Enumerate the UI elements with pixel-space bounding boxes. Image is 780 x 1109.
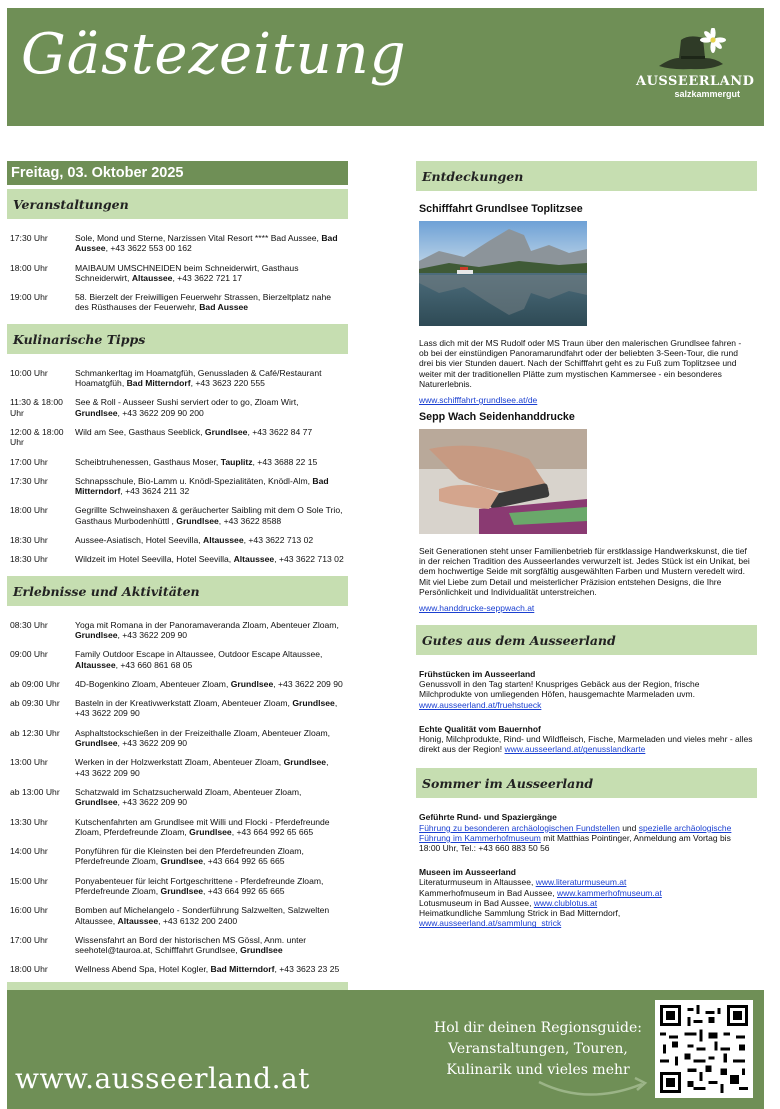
event-desc: Schnapsschule, Bio-Lamm u. Knödl-Spezialitäten, Knödl-Alm, Bad Mitterndorf, +43 3624 211 32 (75, 475, 329, 497)
erlebnisse-list (7, 606, 348, 975)
event-time: 18:00 Uhr (10, 505, 48, 516)
footer-banner (7, 990, 764, 1109)
event-desc: Werken in der Holzwerkstatt Zloam, Abenteuer Zloam, Grundlsee, +43 3622 209 90 (75, 757, 329, 778)
logo-sub: salzkammergut (674, 89, 740, 99)
event-row (7, 397, 348, 418)
event-time: 15:00 Uhr (10, 875, 48, 886)
archaeology-link[interactable]: Führung zu besonderen archäologischen Fundstellen (419, 822, 620, 833)
footer-guide-text: Hol dir deinen Regionsguide: Veranstaltungen, Touren, Kulinarik und vieles mehr (434, 1020, 642, 1078)
genusslandkarte-link[interactable]: www.ausseerland.at/genusslandkarte (504, 744, 646, 755)
event-desc: Wild am See, Gasthaus Seeblick, Grundlsee, +43 3622 84 77 (75, 426, 313, 437)
event-time: 14:00 Uhr (10, 846, 48, 857)
event-desc: Schatzwald im Schatzsucherwald Zloam, Abenteuer Zloam, Grundlsee, +43 3622 209 90 (75, 786, 302, 808)
literaturmuseum-link[interactable]: www.literaturmuseum.at (535, 877, 627, 888)
event-row (7, 457, 348, 467)
ausseerland-logo[interactable] (636, 28, 755, 108)
event-desc: Kutschenfahrten am Grundlsee mit Willi und Flocki - Pferdefreunde Zloam, Pferdefreunde Zloam, Grundlsee, +43 664 992 65 665 (75, 816, 330, 837)
event-row (7, 535, 348, 545)
date-bar: Freitag, 03. Oktober 2025 (7, 161, 348, 185)
event-row (7, 964, 348, 974)
event-desc: Sole, Mond und Sterne, Narzissen Vital Resort **** Bad Aussee, Bad Aussee, +43 3622 553 00 162 (75, 233, 338, 254)
event-row (7, 292, 348, 313)
section-gutes: Gutes aus dem Ausseerland (416, 625, 757, 655)
event-row (7, 728, 348, 749)
hat-edelweiss-icon (651, 28, 731, 78)
page-title: Gästezeitung (21, 22, 407, 87)
arrow-icon (537, 1070, 652, 1100)
qr-code-icon (660, 1005, 748, 1093)
event-time: 13:00 Uhr (10, 757, 48, 768)
sommer-item: Museen im Ausseerland Literaturmuseum in Altaussee, www.literaturmuseum.at Kammerhofmuseum in Bad Aussee, www.kammerhofmuseum.at Lotusmuseum in Bad Aussee, www.clublotus.at Heimatkundliche Sammlung Strick in Bad Mitterndorf, www.ausseerland.at/sammlung_strick (419, 867, 753, 928)
event-row (7, 757, 348, 778)
event-row (7, 935, 348, 956)
left-column (7, 161, 348, 984)
event-time: 16:00 Uhr (10, 905, 48, 916)
fruehstueck-link[interactable]: www.ausseerland.at/fruehstueck (419, 699, 542, 710)
section-sommer: Sommer im Ausseerland (416, 768, 757, 798)
sommer-item: Geführte Rund- und Spaziergänge Führung zu besonderen archäologischen Fundstellen und spezielle archäologische Führung im Kammerhofmuseum mit Matthias Pointinger, Anmeldung am Vortag bis 18:00 Uhr, Tel.: +43 660 883 50 56 (419, 812, 753, 853)
section-veranstaltungen: Veranstaltungen (7, 189, 348, 219)
event-time: 09:00 Uhr (10, 649, 48, 660)
event-row (7, 427, 348, 448)
footer-url[interactable]: www.ausseerland.at (15, 1062, 310, 1095)
event-row (7, 649, 348, 670)
section-entdeckungen: Entdeckungen (416, 161, 757, 191)
event-row (7, 554, 348, 564)
right-column (416, 161, 757, 928)
event-time: ab 09:00 Uhr (10, 678, 60, 689)
event-row (7, 698, 348, 719)
gutes-item-title: Frühstücken im Ausseerland (419, 669, 536, 680)
qr-code[interactable] (655, 1000, 753, 1098)
footer-divider (7, 982, 348, 990)
silk-print-photo (419, 429, 587, 534)
sommer-item-title: Museen im Ausseerland (419, 867, 516, 878)
event-time: 13:30 Uhr (10, 816, 48, 827)
event-desc: Aussee-Asiatisch, Hotel Seevilla, Altaussee, +43 3622 713 02 (75, 535, 314, 546)
sammlung-strick-link[interactable]: www.ausseerland.at/sammlung_strick (419, 918, 562, 929)
event-row (7, 846, 348, 867)
article-text: Lass dich mit der MS Rudolf oder MS Traun über den malerischen Grundlsee fahren - ob bei der einstündigen Panoramarundfahrt oder der beliebten 3-Seen-Tour, die rund drei bis vier Stunden dauert. Nach der Schifffahrt geht es zu Fuß zum Toplitzsee und weiter mit der traditionellen Plätte zum mystischen Kammersee - ein besonderes Naturerlebnis. (419, 338, 742, 389)
event-desc: Family Outdoor Escape in Altaussee, Outdoor Escape Altaussee, Altaussee, +43 660 861 68 05 (75, 649, 323, 670)
event-time: 17:30 Uhr (10, 233, 48, 243)
article-link[interactable]: www.schifffahrt-grundlsee.at/de (419, 395, 538, 406)
event-time: 18:30 Uhr (10, 535, 48, 546)
gutes-content (416, 669, 757, 754)
event-time: 17:30 Uhr (10, 475, 48, 486)
event-row (7, 876, 348, 897)
clublotus-link[interactable]: www.clublotus.at (533, 897, 598, 908)
lake-photo (419, 221, 587, 326)
gutes-item-title: Echte Qualität vom Bauernhof (419, 723, 541, 734)
event-desc: Bomben auf Michelangelo - Sonderführung Salzwelten, Salzwelten Altaussee, Altaussee, +43 6132 200 2400 (75, 905, 330, 926)
article-text: Seit Generationen steht unser Familienbetrieb für erstklassige Handwerkskunst, die tief in der reichen Tradition des Ausseerlandes verwurzelt ist. Jedes Stück ist ein Unikat, bei dem hochwertige Seide mit sorgfältig ausgewählten Farben und Mustern veredelt wird. Mit viel Liebe zum Detail und meisterlicher Präzision entstehen Designs, die Ihre Persönlichkeit und Individualität unterstreichen. (419, 546, 750, 597)
event-row (7, 787, 348, 808)
kammerhofmuseum-link[interactable]: www.kammerhofmuseum.at (556, 887, 662, 898)
event-row (7, 368, 348, 389)
event-row (7, 476, 348, 497)
event-time: 17:00 Uhr (10, 456, 48, 467)
event-time: 18:00 Uhr (10, 964, 48, 975)
article-link[interactable]: www.handdrucke-seppwach.at (419, 603, 535, 614)
sommer-item-title: Geführte Rund- und Spaziergänge (419, 812, 557, 823)
event-row (7, 905, 348, 926)
event-desc: See & Roll - Ausseer Sushi serviert oder to go, Zloam Wirt, Grundlsee, +43 3622 209 90 200 (75, 397, 299, 418)
event-time: ab 09:30 Uhr (10, 698, 60, 709)
event-row (7, 620, 348, 641)
event-time: 10:00 Uhr (10, 367, 48, 378)
event-desc: 58. Bierzelt der Freiwilligen Feuerwehr Strassen, Bierzeltplatz nahe des Rüsthauses der Feuerwehr, Bad Aussee (75, 292, 332, 313)
event-desc: Schmankerltag im Hoamatgfüh, Genussladen & Café/Restaurant Hoamatgfüh, Bad Mitterndorf, +43 3623 220 555 (75, 367, 322, 389)
event-desc: Ponyabenteuer für leicht Fortgeschrittene - Pferdefreunde Zloam, Pferdefreunde Zloam, Grundlsee, +43 664 992 65 665 (75, 875, 324, 896)
header-banner (7, 8, 764, 126)
event-row (7, 505, 348, 526)
sommer-content (416, 812, 757, 928)
event-desc: Asphaltstockschießen in der Freizeithalle Zloam, Abenteuer Zloam, Grundlsee, +43 3622 209 90 (75, 727, 331, 749)
event-desc: Wildzeit im Hotel Seevilla, Hotel Seevilla, Altaussee, +43 3622 713 02 (75, 554, 344, 565)
event-desc: Gegrillte Schweinshaxen & geräucherter Saibling mit dem O Sole Trio, Gasthaus Murbodenhüttl , Grundlsee, +43 3622 8588 (75, 505, 343, 526)
event-row (7, 263, 348, 284)
event-time: 18:30 Uhr (10, 554, 48, 565)
event-desc: Yoga mit Romana in der Panoramaveranda Zloam, Abenteuer Zloam, Grundlsee, +43 3622 209 90 (75, 619, 339, 640)
event-time: 19:00 Uhr (10, 292, 48, 303)
event-row (7, 233, 348, 254)
event-row (7, 817, 348, 838)
event-desc: MAIBAUM UMSCHNEIDEN beim Schneiderwirt, Gasthaus Schneiderwirt, Altaussee, +43 3622 721 17 (75, 262, 299, 283)
kulinarik-list (7, 354, 348, 565)
section-erlebnisse: Erlebnisse und Aktivitäten (7, 576, 348, 606)
article-title: Schifffahrt Grundlsee Toplitzsee (419, 203, 583, 215)
events-list (7, 219, 348, 313)
article-title: Sepp Wach Seidenhanddrucke (419, 411, 575, 424)
event-desc: Ponyführen für die Kleinsten bei den Pferdefreunden Zloam, Pferdefreunde Zloam, Grundlsee, +43 664 992 65 665 (75, 846, 304, 867)
event-time: 17:00 Uhr (10, 934, 48, 945)
section-kulinarisch: Kulinarische Tipps (7, 324, 348, 354)
event-time: 08:30 Uhr (10, 619, 48, 630)
event-row (7, 679, 348, 689)
gutes-item: Echte Qualität vom Bauernhof Honig, Milchprodukte, Rind- und Wildfleisch, Fische, Marmeladen und vieles mehr - alles direkt aus der Region! www.ausseerland.at/genusslandkarte (419, 723, 753, 755)
event-time: 11:30 & 18:00 Uhr (10, 397, 63, 418)
event-desc: Scheibtruhenessen, Gasthaus Moser, Tauplitz, +43 3688 22 15 (75, 456, 318, 467)
event-time: 12:00 & 18:00 Uhr (10, 426, 64, 448)
event-desc: Basteln in der Kreativwerkstatt Zloam, Abenteuer Zloam, Grundlsee, +43 3622 209 90 (75, 698, 338, 719)
event-time: 18:00 Uhr (10, 262, 48, 273)
gutes-item: Frühstücken im Ausseerland Genussvoll in den Tag starten! Knuspriges Gebäck aus der Region, frische Milchprodukte von umliegenden Höfen, hausgemachte Marmeladen uvm. www.ausseerland.at/fruehstueck (419, 669, 753, 710)
event-desc: Wellness Abend Spa, Hotel Kogler, Bad Mitterndorf, +43 3623 23 25 (75, 964, 340, 975)
event-time: ab 13:00 Uhr (10, 786, 60, 797)
event-time: ab 12:30 Uhr (10, 727, 60, 738)
logo-name: AUSSEERLAND (636, 74, 755, 89)
event-desc: 4D-Bogenkino Zloam, Abenteuer Zloam, Grundlsee, +43 3622 209 90 (75, 678, 343, 689)
kammerhof-tour-link[interactable]: spezielle archäologische Führung im Kammerhofmuseum (419, 822, 732, 843)
event-desc: Wissensfahrt an Bord der historischen MS Gössl, Anm. unter seehotel@tauroa.at, Schifffahrt Grundlsee, Grundlsee (75, 934, 307, 956)
